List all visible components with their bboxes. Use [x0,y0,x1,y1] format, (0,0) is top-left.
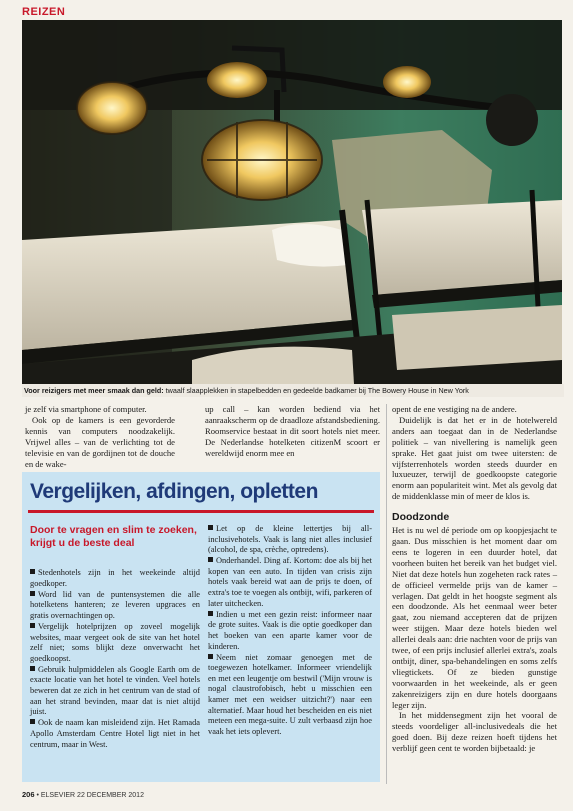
tips-column-1 [30,568,200,751]
paragraph: Ook op de kamers is een gevorderde kennis van computers noodzakelijk. Vrijwel alles – van de verlichting tot de televisie en van de gordijnen tot de douche en de wake- [25,414,175,469]
photo-caption [22,384,564,397]
tip-text: Gebruik hulpmiddelen als Google Earth om de exacte locatie van het hotel te vinden. Veel hotels beweren dat ze zich in het centrum van de stad of aan het strand bevinden, maar dat is niet altijd juist. [30,664,200,717]
article-photo [22,20,562,384]
paragraph: In het middensegment zijn het vooral de steeds voordeliger all-inclusivedeals die het goed doen. Bij deze reizen hoeft tijdens het verblijf geen cent te worden bijbetaald: je [392,710,557,754]
tip-item [30,718,200,750]
bullet-icon [208,654,213,659]
bunk-bed-photo-image [22,20,562,384]
section-label: REIZEN [22,6,66,18]
caption-lead: Voor reizigers met meer smaak dan geld: [24,386,164,395]
paragraph: Het is nu wel dé periode om op koopjesjacht te gaan. Dus misschien is het moment daar om eens te logeren in een duurder hotel, dat voorheen buiten het bereik van het budget viel. Niet dat deze hotels hun zogeheten rack rates – de officieel vermelde prijs van de kamer – verlagen. Dat geldt in het hoogste segment als een doodzonde. Als het eenmaal weer beter gaat, zou niemand accepteren dat de prijzen weer stijgen. Maar deze hotels bieden wel allerlei deals aan: drie nachten voor de prijs van twee, of een prijs inclusief allerlei extra's, zoals ontbijt, diner, spa-behandelingen en soms zelfs vliegtickets. Of ze bieden gunstige voorwaarden in het weekeinde, als er geen zakenreizigers zijn en dure hotels doorgaans leger zijn. [392,525,557,710]
tip-item [30,590,200,622]
paragraph: je zelf via smartphone of computer. [25,404,147,414]
article-column-3 [392,404,557,754]
tip-item [30,665,200,718]
paragraph: up call – kan worden bediend via het aanraakscherm op de draadloze afstandsbediening. Roomservice bestaat in dit soort hotels niet meer. De Nederlandse hotelketen citizenM scoort er wereldwijd enorm mee en [205,404,380,458]
paragraph: Duidelijk is dat het er in de hotelwereld anders aan toegaat dan in de Nederlandse politiek – van nivellering is namelijk geen sprake. Het gaat juist om twee uitersten: de vijfsterrenhotels worden steeds duurder en luxueuzer, terwijl de goedkoopste categorie enorm aan populariteit wint. Met als gevolg dat de middenklasse min of meer de klos is. [392,414,557,502]
tip-text: Indien u met een gezin reist: informeer naar de grote suites. Vaak is die optie goedkoper dan het boeken van een aparte kamer voor de kinderen. [208,609,372,651]
tip-text: Word lid van de puntensystemen die alle hotelketens hanteren; ze leveren upgraces en gratis overnachtingen op. [30,589,200,620]
tip-item [30,622,200,664]
article-column-2 [205,404,380,459]
article-column-1 [25,404,175,469]
subheading: Doodzonde [392,511,450,524]
tip-item [30,568,200,589]
tip-item [208,556,372,609]
tip-text: Let op de kleine lettertjes bij all-inclusivehotels. Vaak is lang niet alles inclusief (alcohol, de spa, crèche, optredens). [208,524,372,555]
tip-text: Neem niet zomaar genoegen met de toegewezen hotelkamer. Informeer vriendelijk en met een leugentje om bestwil ('Mijn vrouw is nogal claustrofobisch, hebt u misschien een kamer met een weidser uitzicht?') naar een alternatief. Maar houd het bescheiden en eis niet meteen een mega-suite. U zult verbaasd zijn hoe vaak het iets oplevert. [208,652,372,736]
bullet-icon [208,557,213,562]
tip-text: Onderhandel. Ding af. Kortom: doe als bij het kopen van een auto. In tijden van crisis zijn hotels vaak bereid wat aan de prijs te doen, of extra's toe te voegen als ontbijt, wifi, parkeren of later uitchecken. [208,556,372,608]
box-title-rule [28,510,374,513]
issue-info: • ELSEVIER 22 DECEMBER 2012 [36,792,144,799]
box-subtitle: Door te vragen en slim te zoeken, krijgt u de beste deal [30,524,197,549]
column-divider [386,404,387,784]
caption-text: twaalf slaapplekken in stapelbedden en gedeelde badkamer bij The Bowery House in New York [163,386,469,395]
bullet-icon [30,719,35,724]
tip-item [208,524,372,556]
tip-item [208,610,372,652]
tip-item [208,653,372,738]
page-number: 206 [22,790,35,799]
tips-column-2 [208,524,372,738]
bullet-icon [208,525,213,530]
tip-text: Vergelijk hotelprijzen op zoveel mogelijk websites, maar vergeet ook de site van het hotel zelf niet; soms blijkt deze onverwacht het goedkoopst. [30,621,200,663]
paragraph: opent de ene vestiging na de andere. [392,404,517,414]
bullet-icon [208,611,213,616]
tip-text: Ook de naam kan misleidend zijn. Het Ramada Apollo Amsterdam Centre Hotel ligt niet in het centrum, maar in West. [30,718,200,749]
bullet-icon [30,666,35,671]
tip-text: Stedenhotels zijn in het weekeinde altijd goedkoper. [30,568,200,588]
bullet-icon [30,569,35,574]
page-footer [22,790,144,799]
bullet-icon [30,623,35,628]
bullet-icon [30,591,35,596]
tips-box [22,472,380,782]
box-title: Vergelijken, afdingen, opletten [30,480,318,503]
